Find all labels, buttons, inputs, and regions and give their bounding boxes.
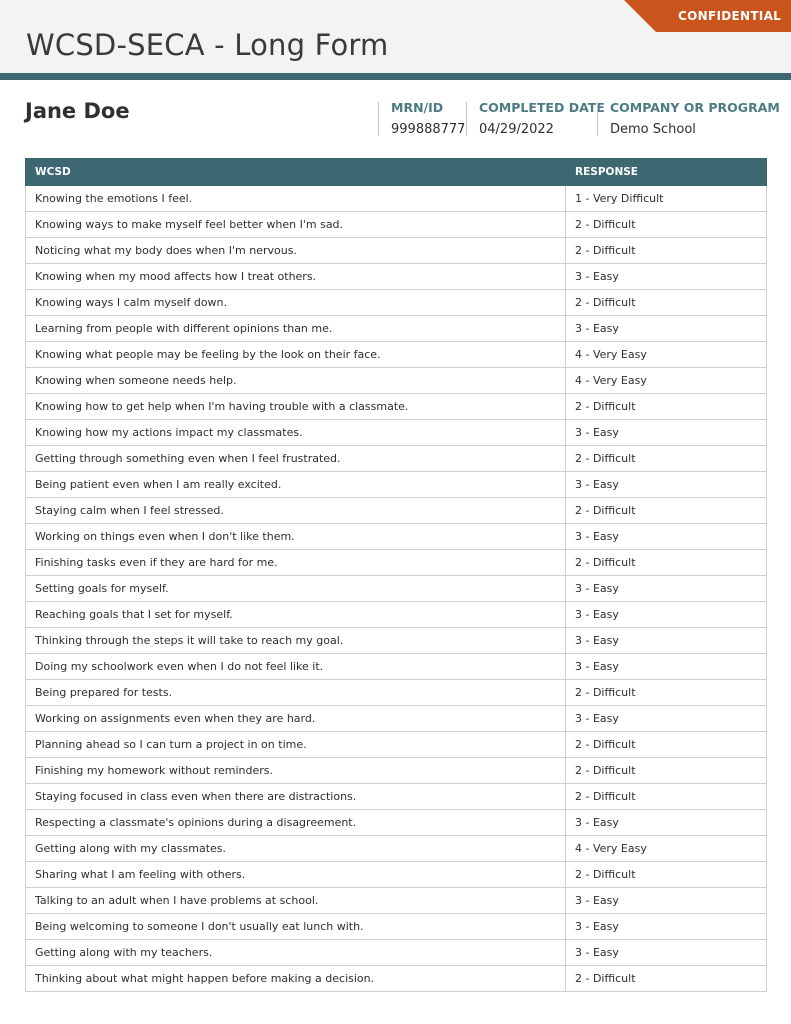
table-row — [26, 888, 767, 914]
question-cell: Getting along with my classmates. — [26, 836, 566, 862]
table-row — [26, 550, 767, 576]
question-cell: Being prepared for tests. — [26, 680, 566, 706]
table-row — [26, 316, 767, 342]
question-cell: Thinking through the steps it will take to reach my goal. — [26, 628, 566, 654]
table-row — [26, 680, 767, 706]
table-row — [26, 446, 767, 472]
question-cell: Being welcoming to someone I don't usually eat lunch with. — [26, 914, 566, 940]
question-cell: Noticing what my body does when I'm nervous. — [26, 238, 566, 264]
confidential-label: CONFIDENTIAL — [678, 9, 782, 23]
table-row — [26, 810, 767, 836]
response-cell: 2 - Difficult — [566, 680, 767, 706]
question-cell: Talking to an adult when I have problems at school. — [26, 888, 566, 914]
response-cell: 3 - Easy — [566, 316, 767, 342]
response-cell: 2 - Difficult — [566, 212, 767, 238]
response-cell: 3 - Easy — [566, 602, 767, 628]
question-cell: Sharing what I am feeling with others. — [26, 862, 566, 888]
completed-date-value: 04/29/2022 — [479, 122, 554, 137]
header-accent-bar — [0, 73, 791, 80]
question-cell: Learning from people with different opinions than me. — [26, 316, 566, 342]
question-cell: Staying focused in class even when there are distractions. — [26, 784, 566, 810]
program-block — [597, 100, 780, 137]
question-cell: Knowing when someone needs help. — [26, 368, 566, 394]
response-cell: 3 - Easy — [566, 576, 767, 602]
table-header-row — [26, 159, 767, 186]
table-row — [26, 732, 767, 758]
question-cell: Being patient even when I am really excited. — [26, 472, 566, 498]
table-row — [26, 784, 767, 810]
response-cell: 3 - Easy — [566, 654, 767, 680]
table-row — [26, 394, 767, 420]
question-cell: Setting goals for myself. — [26, 576, 566, 602]
table-row — [26, 212, 767, 238]
question-cell: Planning ahead so I can turn a project in on time. — [26, 732, 566, 758]
table-row — [26, 706, 767, 732]
table-row — [26, 758, 767, 784]
response-cell: 2 - Difficult — [566, 732, 767, 758]
question-cell: Knowing how my actions impact my classmates. — [26, 420, 566, 446]
response-cell: 3 - Easy — [566, 524, 767, 550]
table-row — [26, 524, 767, 550]
question-cell: Knowing how to get help when I'm having trouble with a classmate. — [26, 394, 566, 420]
response-cell: 2 - Difficult — [566, 394, 767, 420]
response-cell: 3 - Easy — [566, 914, 767, 940]
response-cell: 2 - Difficult — [566, 550, 767, 576]
table-row — [26, 602, 767, 628]
response-cell: 2 - Difficult — [566, 498, 767, 524]
response-cell: 3 - Easy — [566, 706, 767, 732]
mrn-block — [378, 102, 465, 136]
response-cell: 2 - Difficult — [566, 862, 767, 888]
question-cell: Knowing what people may be feeling by the look on their face. — [26, 342, 566, 368]
table-row — [26, 368, 767, 394]
mrn-value: 999888777 — [391, 122, 466, 137]
table-row — [26, 940, 767, 966]
question-cell: Knowing the emotions I feel. — [26, 186, 566, 212]
response-cell: 3 - Easy — [566, 628, 767, 654]
table-row — [26, 576, 767, 602]
response-cell: 2 - Difficult — [566, 290, 767, 316]
patient-name: Jane Doe — [25, 99, 130, 123]
response-cell: 4 - Very Easy — [566, 836, 767, 862]
response-cell: 2 - Difficult — [566, 784, 767, 810]
response-cell: 3 - Easy — [566, 420, 767, 446]
program-value: Demo School — [610, 122, 696, 137]
question-cell: Finishing my homework without reminders. — [26, 758, 566, 784]
question-cell: Doing my schoolwork even when I do not feel like it. — [26, 654, 566, 680]
response-cell: 4 - Very Easy — [566, 342, 767, 368]
question-cell: Respecting a classmate's opinions during a disagreement. — [26, 810, 566, 836]
question-cell: Finishing tasks even if they are hard for me. — [26, 550, 566, 576]
question-cell: Reaching goals that I set for myself. — [26, 602, 566, 628]
program-label: COMPANY OR PROGRAM — [610, 100, 780, 115]
page-title: WCSD-SECA - Long Form — [26, 28, 389, 62]
table-row — [26, 420, 767, 446]
response-cell: 3 - Easy — [566, 264, 767, 290]
question-cell: Knowing when my mood affects how I treat others. — [26, 264, 566, 290]
table-row — [26, 290, 767, 316]
mrn-label: MRN/ID — [391, 100, 444, 115]
table-row — [26, 654, 767, 680]
column-header-wcsd: WCSD — [26, 159, 566, 186]
table-row — [26, 264, 767, 290]
question-cell: Working on things even when I don't like them. — [26, 524, 566, 550]
table-row — [26, 186, 767, 212]
table-row — [26, 914, 767, 940]
response-cell: 3 - Easy — [566, 472, 767, 498]
response-cell: 2 - Difficult — [566, 238, 767, 264]
response-cell: 3 - Easy — [566, 888, 767, 914]
response-cell: 3 - Easy — [566, 810, 767, 836]
question-cell: Working on assignments even when they are hard. — [26, 706, 566, 732]
response-cell: 2 - Difficult — [566, 446, 767, 472]
completed-date-label: COMPLETED DATE — [479, 100, 605, 115]
question-cell: Knowing ways to make myself feel better when I'm sad. — [26, 212, 566, 238]
response-cell: 2 - Difficult — [566, 966, 767, 992]
table-row — [26, 238, 767, 264]
response-cell: 4 - Very Easy — [566, 368, 767, 394]
table-row — [26, 342, 767, 368]
table-row — [26, 498, 767, 524]
completed-date-block — [466, 100, 605, 137]
table-row — [26, 836, 767, 862]
table-row — [26, 862, 767, 888]
question-cell: Getting along with my teachers. — [26, 940, 566, 966]
question-cell: Getting through something even when I feel frustrated. — [26, 446, 566, 472]
question-cell: Thinking about what might happen before making a decision. — [26, 966, 566, 992]
question-cell: Staying calm when I feel stressed. — [26, 498, 566, 524]
table-row — [26, 966, 767, 992]
table-row — [26, 472, 767, 498]
responses-table — [25, 158, 767, 992]
response-cell: 2 - Difficult — [566, 758, 767, 784]
response-cell: 3 - Easy — [566, 940, 767, 966]
column-header-response: RESPONSE — [566, 159, 767, 186]
question-cell: Knowing ways I calm myself down. — [26, 290, 566, 316]
response-cell: 1 - Very Difficult — [566, 186, 767, 212]
table-row — [26, 628, 767, 654]
